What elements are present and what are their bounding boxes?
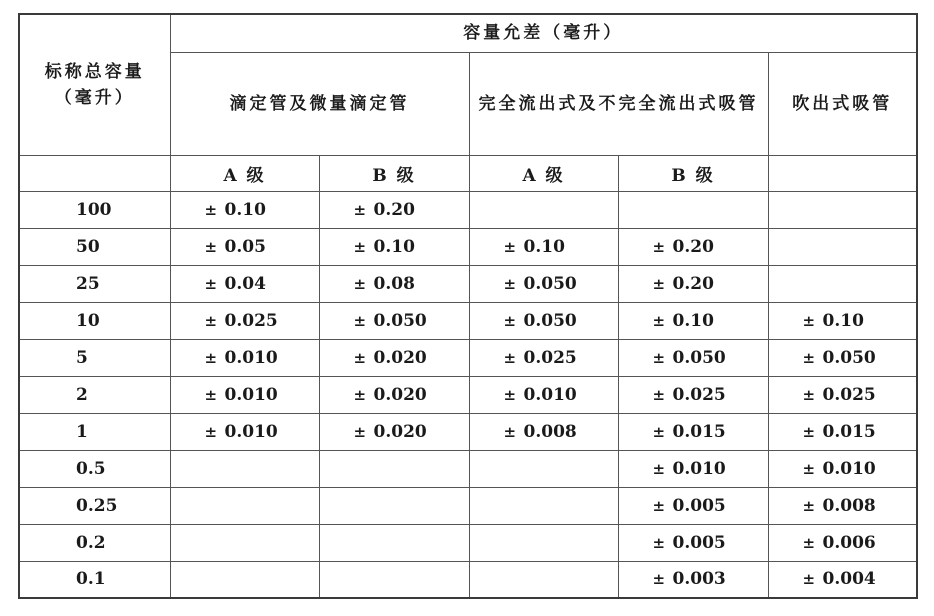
tolerance-cell (768, 376, 917, 413)
tolerance-cell (469, 524, 618, 561)
plus-minus-sign: ± (503, 274, 517, 293)
tolerance-cell (768, 339, 917, 376)
tolerance-cell (768, 450, 917, 487)
tolerance-cell (768, 487, 917, 524)
tolerance-value: 0.050 (523, 273, 577, 294)
tolerance-cell (319, 191, 469, 228)
tolerance-value: 0.050 (523, 310, 577, 331)
grade-b-header: B 级 (319, 155, 469, 191)
plus-minus-sign: ± (802, 311, 816, 330)
tolerance-value: 0.004 (822, 569, 876, 590)
tolerance-value: 0.04 (224, 273, 266, 294)
plus-minus-sign: ± (353, 274, 367, 293)
plus-minus-sign: ± (204, 274, 218, 293)
tolerance-value: 0.005 (672, 495, 726, 516)
tolerance-header: 容量允差（毫升） (170, 14, 917, 52)
plus-minus-sign: ± (353, 348, 367, 367)
tolerance-value: 0.025 (672, 384, 726, 405)
volume-cell: 10 (19, 302, 170, 339)
plus-minus-sign: ± (503, 422, 517, 441)
tolerance-cell (170, 228, 319, 265)
tolerance-value: 0.20 (672, 273, 714, 294)
tolerance-cell (618, 487, 768, 524)
table-body (19, 191, 917, 598)
tolerance-value: 0.005 (672, 532, 726, 553)
tolerance-cell (618, 413, 768, 450)
tolerance-cell (469, 265, 618, 302)
tolerance-cell (768, 265, 917, 302)
tolerance-value: 0.006 (822, 532, 876, 553)
tolerance-value: 0.015 (672, 421, 726, 442)
tolerance-value: 0.020 (373, 347, 427, 368)
volume-cell: 0.5 (19, 450, 170, 487)
tolerance-cell (469, 339, 618, 376)
plus-minus-sign: ± (652, 422, 666, 441)
plus-minus-sign: ± (652, 570, 666, 589)
tolerance-value: 0.10 (822, 310, 864, 331)
tolerance-cell (768, 228, 917, 265)
tolerance-cell (768, 302, 917, 339)
volume-cell: 0.1 (19, 561, 170, 598)
pipette-group-header: 完全流出式及不完全流出式吸管 (469, 52, 768, 155)
plus-minus-sign: ± (353, 237, 367, 256)
plus-minus-sign: ± (503, 385, 517, 404)
plus-minus-sign: ± (652, 496, 666, 515)
grade-a-header: A 级 (469, 155, 618, 191)
volume-cell: 0.25 (19, 487, 170, 524)
volume-cell: 50 (19, 228, 170, 265)
tolerance-value: 0.010 (224, 347, 278, 368)
tolerance-value: 0.025 (224, 310, 278, 331)
tolerance-value: 0.050 (822, 347, 876, 368)
tolerance-cell (469, 450, 618, 487)
grade-b-header: B 级 (618, 155, 768, 191)
plus-minus-sign: ± (204, 348, 218, 367)
tolerance-value: 0.10 (373, 236, 415, 257)
tolerance-cell (170, 302, 319, 339)
plus-minus-sign: ± (802, 348, 816, 367)
tolerance-value: 0.10 (672, 310, 714, 331)
blowout-pipette-header: 吹出式吸管 (768, 52, 917, 155)
tolerance-cell (768, 191, 917, 228)
tolerance-value: 0.010 (523, 384, 577, 405)
volume-cell: 1 (19, 413, 170, 450)
table-row (19, 191, 917, 228)
volume-tolerance-table (18, 13, 918, 599)
plus-minus-sign: ± (204, 237, 218, 256)
tolerance-value: 0.008 (523, 421, 577, 442)
tolerance-cell (469, 413, 618, 450)
tolerance-cell (170, 524, 319, 561)
plus-minus-sign: ± (503, 237, 517, 256)
tolerance-cell (469, 302, 618, 339)
tolerance-value: 0.10 (224, 199, 266, 220)
tolerance-value: 0.008 (822, 495, 876, 516)
plus-minus-sign: ± (652, 237, 666, 256)
plus-minus-sign: ± (652, 311, 666, 330)
plus-minus-sign: ± (652, 348, 666, 367)
table-row (19, 302, 917, 339)
tolerance-cell (319, 302, 469, 339)
volume-cell: 2 (19, 376, 170, 413)
plus-minus-sign: ± (652, 459, 666, 478)
burette-group-header: 滴定管及微量滴定管 (170, 52, 469, 155)
tolerance-cell (319, 265, 469, 302)
tolerance-cell (170, 376, 319, 413)
table-row (19, 450, 917, 487)
plus-minus-sign: ± (204, 200, 218, 219)
tolerance-cell (469, 228, 618, 265)
table-row (19, 487, 917, 524)
tolerance-value: 0.050 (672, 347, 726, 368)
tolerance-cell (319, 524, 469, 561)
plus-minus-sign: ± (204, 311, 218, 330)
plus-minus-sign: ± (802, 533, 816, 552)
table-row (19, 339, 917, 376)
tolerance-value: 0.010 (224, 421, 278, 442)
tolerance-cell (170, 339, 319, 376)
tolerance-cell (618, 561, 768, 598)
plus-minus-sign: ± (353, 311, 367, 330)
plus-minus-sign: ± (802, 570, 816, 589)
plus-minus-sign: ± (353, 422, 367, 441)
plus-minus-sign: ± (652, 533, 666, 552)
plus-minus-sign: ± (802, 496, 816, 515)
plus-minus-sign: ± (503, 311, 517, 330)
tolerance-cell (319, 376, 469, 413)
tolerance-value: 0.050 (373, 310, 427, 331)
table-row (19, 524, 917, 561)
tolerance-cell (618, 265, 768, 302)
tolerance-cell (469, 191, 618, 228)
tolerance-value: 0.020 (373, 384, 427, 405)
tolerance-cell (170, 191, 319, 228)
tolerance-value: 0.08 (373, 273, 415, 294)
table-row (19, 228, 917, 265)
tolerance-value: 0.015 (822, 421, 876, 442)
tolerance-cell (469, 376, 618, 413)
tolerance-cell (319, 450, 469, 487)
table-row (19, 413, 917, 450)
tolerance-cell (768, 561, 917, 598)
tolerance-value: 0.20 (373, 199, 415, 220)
plus-minus-sign: ± (204, 385, 218, 404)
tolerance-value: 0.010 (822, 458, 876, 479)
tolerance-cell (319, 339, 469, 376)
tolerance-cell (469, 561, 618, 598)
nominal-capacity-header: 标称总容量 （毫升） (19, 14, 170, 155)
blank-grade-cell (19, 155, 170, 191)
plus-minus-sign: ± (802, 459, 816, 478)
tolerance-cell (170, 265, 319, 302)
volume-cell: 25 (19, 265, 170, 302)
tolerance-cell (618, 228, 768, 265)
tolerance-cell (319, 561, 469, 598)
tolerance-value: 0.025 (822, 384, 876, 405)
table-row (19, 265, 917, 302)
tolerance-value: 0.010 (224, 384, 278, 405)
tolerance-cell (618, 302, 768, 339)
plus-minus-sign: ± (503, 348, 517, 367)
volume-cell: 100 (19, 191, 170, 228)
tolerance-cell (170, 487, 319, 524)
grade-a-header: A 级 (170, 155, 319, 191)
tolerance-cell (768, 413, 917, 450)
plus-minus-sign: ± (802, 385, 816, 404)
table-row (19, 376, 917, 413)
tolerance-value: 0.025 (523, 347, 577, 368)
tolerance-value: 0.003 (672, 569, 726, 590)
tolerance-cell (618, 450, 768, 487)
tolerance-value: 0.20 (672, 236, 714, 257)
grade-blank-header (768, 155, 917, 191)
tolerance-value: 0.010 (672, 458, 726, 479)
plus-minus-sign: ± (802, 422, 816, 441)
plus-minus-sign: ± (652, 385, 666, 404)
tolerance-value: 0.05 (224, 236, 266, 257)
tolerance-value: 0.020 (373, 421, 427, 442)
plus-minus-sign: ± (353, 385, 367, 404)
tolerance-cell (618, 191, 768, 228)
tolerance-cell (768, 524, 917, 561)
tolerance-cell (319, 487, 469, 524)
tolerance-cell (469, 487, 618, 524)
tolerance-cell (170, 561, 319, 598)
volume-cell: 0.2 (19, 524, 170, 561)
plus-minus-sign: ± (652, 274, 666, 293)
tolerance-cell (618, 524, 768, 561)
tolerance-cell (170, 413, 319, 450)
tolerance-cell (618, 339, 768, 376)
tolerance-cell (319, 228, 469, 265)
plus-minus-sign: ± (353, 200, 367, 219)
tolerance-cell (618, 376, 768, 413)
tolerance-table-container (18, 13, 918, 599)
volume-cell: 5 (19, 339, 170, 376)
tolerance-cell (319, 413, 469, 450)
plus-minus-sign: ± (204, 422, 218, 441)
tolerance-cell (170, 450, 319, 487)
table-row (19, 561, 917, 598)
tolerance-value: 0.10 (523, 236, 565, 257)
